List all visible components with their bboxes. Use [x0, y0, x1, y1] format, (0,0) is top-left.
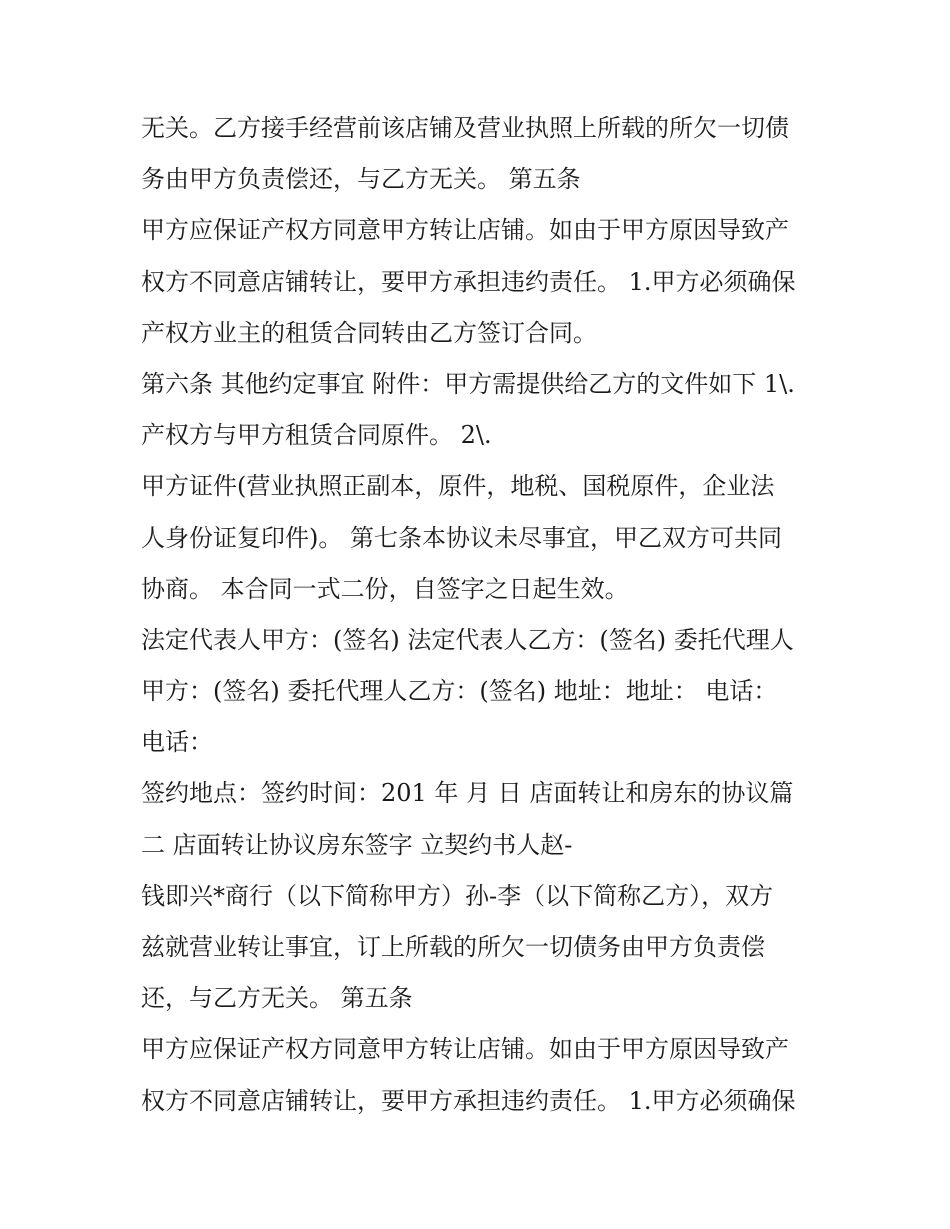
text-line: 产权方与甲方租赁合同原件。 2\.	[141, 421, 492, 450]
text-line: 无关。乙方接手经营前该店铺及营业执照上所载的所欠一切债	[141, 114, 789, 142]
text-line: 产权方业主的租赁合同转由乙方签订合同。	[141, 318, 597, 347]
text-line: 电话：	[141, 728, 213, 757]
text-line: 二 店面转让协议房东签字 立契约书人赵-	[141, 830, 573, 859]
text-line: 第六条 其他约定事宜 附件：甲方需提供给乙方的文件如下 1\.	[141, 369, 795, 398]
text-line: 人身份证复印件)。 第七条本协议未尽事宜，甲乙双方可共同	[141, 523, 782, 552]
text-line: 甲方：(签名) 委托代理人乙方：(签名) 地址：地址： 电话：	[141, 677, 778, 706]
text-line: 权方不同意店铺转让，要甲方承担违约责任。 1.甲方必须确保	[141, 267, 796, 296]
text-line: 权方不同意店铺转让，要甲方承担违约责任。 1.甲方必须确保	[141, 1086, 796, 1115]
text-line: 签约地点：签约时间：201 年 月 日 店面转让和房东的协议篇	[141, 779, 794, 808]
text-line: 法定代表人甲方：(签名) 法定代表人乙方：(签名) 委托代理人	[141, 625, 794, 654]
document-body	[141, 108, 821, 1132]
text-line: 兹就营业转让事宜，订上所载的所欠一切债务由甲方负责偿	[141, 933, 765, 961]
text-line: 还，与乙方无关。 第五条	[141, 984, 413, 1013]
text-line: 甲方证件(营业执照正副本，原件，地税、国税原件，企业法	[141, 472, 775, 501]
text-line: 甲方应保证产权方同意甲方转让店铺。如由于甲方原因导致产	[141, 216, 789, 245]
text-line: 钱即兴*商行（以下简称甲方）孙-李（以下简称乙方），双方	[141, 881, 774, 910]
text-line: 务由甲方负责偿还，与乙方无关。 第五条	[141, 165, 581, 194]
text-line: 协商。 本合同一式二份，自签字之日起生效。	[141, 574, 629, 603]
text-line: 甲方应保证产权方同意甲方转让店铺。如由于甲方原因导致产	[141, 1035, 789, 1064]
